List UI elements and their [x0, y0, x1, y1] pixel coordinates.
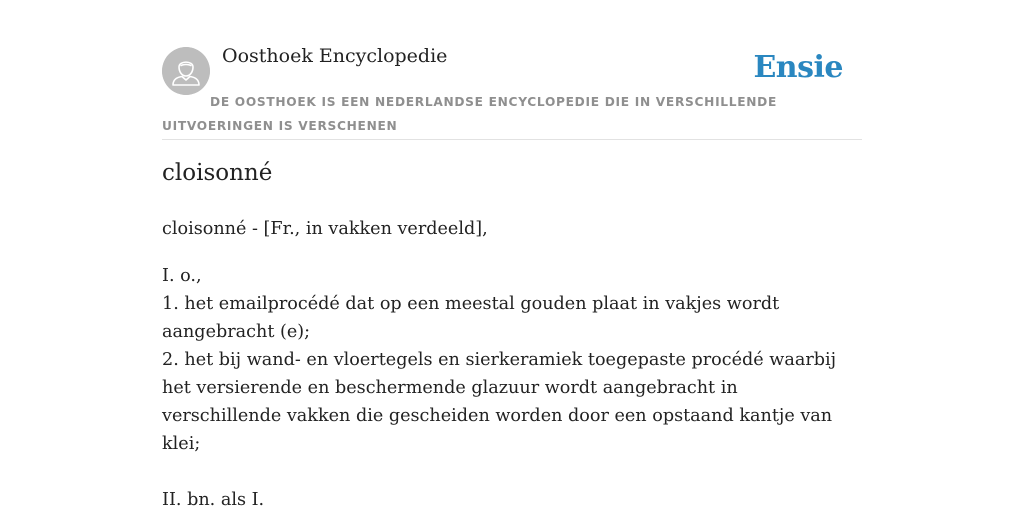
brand-logo[interactable]: Ensie — [753, 50, 843, 85]
header — [162, 0, 862, 140]
definition-line: 2. het bij wand- en vloertegels en sierkeramiek toegepaste procédé waarbij het versierende en beschermende glazuur wordt aangebracht in verschillende vakken die gescheiden worden door een opstaand kantje van klei; — [162, 350, 837, 454]
definition-line: II. bn. als I. — [162, 490, 265, 510]
site-tagline: DE OOSTHOEK IS EEN NEDERLANDSE ENCYCLOPEDIE DIE IN VERSCHILLENDE UITVOERINGEN IS VERSCHENEN — [162, 95, 777, 133]
site-name[interactable]: Oosthoek Encyclopedie — [222, 45, 448, 67]
spacer — [162, 458, 862, 486]
definition-line: 1. het emailprocédé dat op een meestal gouden plaat in vakjes wordt aangebracht (e); — [162, 294, 780, 342]
content-container — [162, 0, 862, 510]
entry-title: cloisonné — [162, 160, 273, 186]
definition-line: I. o., — [162, 266, 202, 286]
entry-body — [162, 215, 862, 512]
entry-intro: cloisonné - [Fr., in vakken verdeeld], — [162, 219, 488, 239]
user-icon[interactable] — [162, 47, 210, 95]
